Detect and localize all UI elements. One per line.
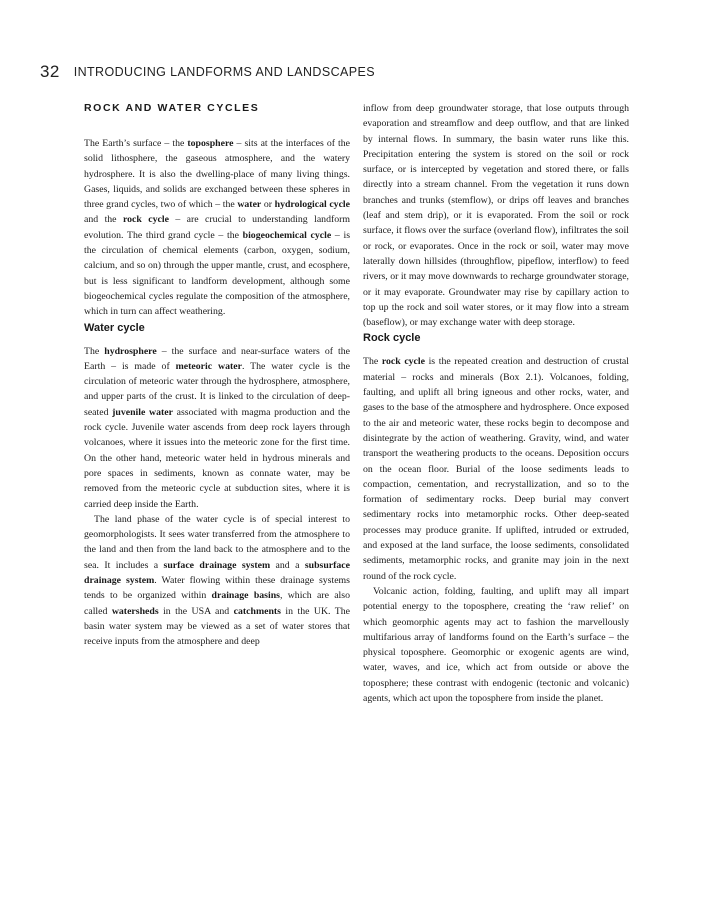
running-head <box>40 62 375 82</box>
bold-term: watersheds <box>111 605 159 617</box>
bold-term: meteoric water <box>175 360 242 372</box>
bold-term: hydrosphere <box>104 345 157 357</box>
water-cycle-paragraph-2-continued: inflow from deep groundwater storage, that lose outputs through evaporation and streamflow and deep outflow, and that are linked by internal flows. In summary, the basin water runs like this. Precipitation entering the system is stored on the soil or rock surface, or is intercepted by vegetation and stored there, or falls directly into a stream channel. From the vegetation it runs down branches and trunks (stemflow), or drips off leaves and branches (leaf and stem drip), or it is evaporated. From the soil or rock surface, it flows over the surface (overland flow), infiltrates the soil or rock, or evaporates. Once in the rock or soil, water may move laterally down hillsides (throughflow, pipeflow, interflow) to feed rivers, or it may move downwards to recharge groundwater storage, or it may evaporate. Groundwater may rise by capillary action to top up the rock and soil water stores, or it may flow into a stream (baseflow), or may exchange water with deep storage. <box>363 103 629 329</box>
bold-term: subsurface drainage system <box>84 559 351 587</box>
bold-term: catchments <box>233 605 281 617</box>
bold-term: water <box>237 199 262 211</box>
running-title: INTRODUCING LANDFORMS AND LANDSCAPES <box>73 65 375 79</box>
water-cycle-paragraph-1: The hydrosphere – the surface and near-surface waters of the Earth – is made of meteoric water. The water cycle is the circulation of meteoric water through the hydrosphere, atmosphere, and upper parts of the crust. It is linked to the circulation of deep-seated juvenile water associated with magma production and the rock cycle. Juvenile water ascends from deep rock layers through volcanoes, where it issues into the meteoric zone for the first time. On the other hand, meteoric water held in hydrous minerals and pore spaces in sediments, known as connate water, may be removed from the meteoric cycle at subduction sites, where it is carried deep inside the Earth. <box>84 345 350 510</box>
section-title: ROCK AND WATER CYCLES <box>84 102 260 114</box>
bold-term: biogeochemical cycle <box>242 229 332 241</box>
rock-cycle-heading: Rock cycle <box>363 332 421 345</box>
rock-cycle-paragraph-2: Volcanic action, folding, faulting, and uplift may all impart potential energy to the toposphere, creating the ‘raw relief’ on which geomorphic agents may act to fashion the marvellously multifarious array of landforms found on the Earth’s surface – the physical toposphere. Geomorphic or exogenic agents are wind, water, waves, and ice, which act from outside or above the toposphere; these contrast with endogenic (tectonic and volcanic) agents, which act upon the toposphere from inside the planet. <box>363 585 629 704</box>
bold-term: drainage basins <box>211 590 280 602</box>
bold-term: hydrological cycle <box>274 199 350 211</box>
left-column <box>84 100 350 650</box>
right-column <box>363 101 629 706</box>
page-number: 32 <box>40 62 60 81</box>
bold-term: surface drainage system <box>163 559 271 571</box>
bold-term: rock cycle <box>381 356 425 368</box>
bold-term: juvenile water <box>112 406 173 418</box>
bold-term: toposphere <box>187 138 234 149</box>
water-cycle-heading: Water cycle <box>84 321 145 334</box>
rock-cycle-paragraph-1: The rock cycle is the repeated creation and destruction of crustal material – rocks and minerals (Box 2.1). Volcanoes, folding, faulting, and uplift all bring igneous and other rocks, water, and gases to the base of the atmosphere and hydrosphere. Once exposed to the air and meteoric water, these rocks begin to decompose and disintegrate by the action of weathering. Gravity, wind, and water transport the weathering products to the oceans. Deposition occurs on the ocean floor. Burial of the loose sediments leads to compaction, cementation, and recrystallization, and so to the formation of sedimentary rocks. Deep burial may convert sedimentary rocks into metamorphic rocks. Other deep-seated processes may produce granite. If uplifted, intruded or extruded, and exposed at the land surface, the loose sediments, consolidated sediments, metamorphic rocks, and granite may join in the next round of the rock cycle. <box>363 356 629 582</box>
bold-term: rock cycle <box>122 214 169 226</box>
water-cycle-paragraph-2: The land phase of the water cycle is of special interest to geomorphologists. It sees water transferred from the atmosphere to the land and then from the land back to the atmosphere and to the sea. It includes a surface drainage system and a subsurface drainage system. Water flowing within these drainage systems tends to be organized within drainage basins, which are also called watersheds in the USA and catchments in the UK. The basin water system may be viewed as a set of water stores that receive inputs from the atmosphere and deep <box>84 513 351 648</box>
intro-paragraph: The Earth’s surface – the toposphere – sits at the interfaces of the solid lithosphere, the gaseous atmosphere, and the watery hydrosphere. It is also the dwelling-place of many living things. Gases, liquids, and solids are exchanged between these spheres in three grand cycles, two of which – the water or hydrological cycle and the rock cycle – are crucial to understanding landform evolution. The third grand cycle – the biogeochemical cycle – is the circulation of chemical elements (carbon, oxygen, sodium, calcium, and so on) through the upper mantle, crust, and ecosphere, but is less significant to landform development, although some biogeochemical cycles regulate the composition of the atmosphere, which in turn can affect weathering. <box>84 138 351 318</box>
